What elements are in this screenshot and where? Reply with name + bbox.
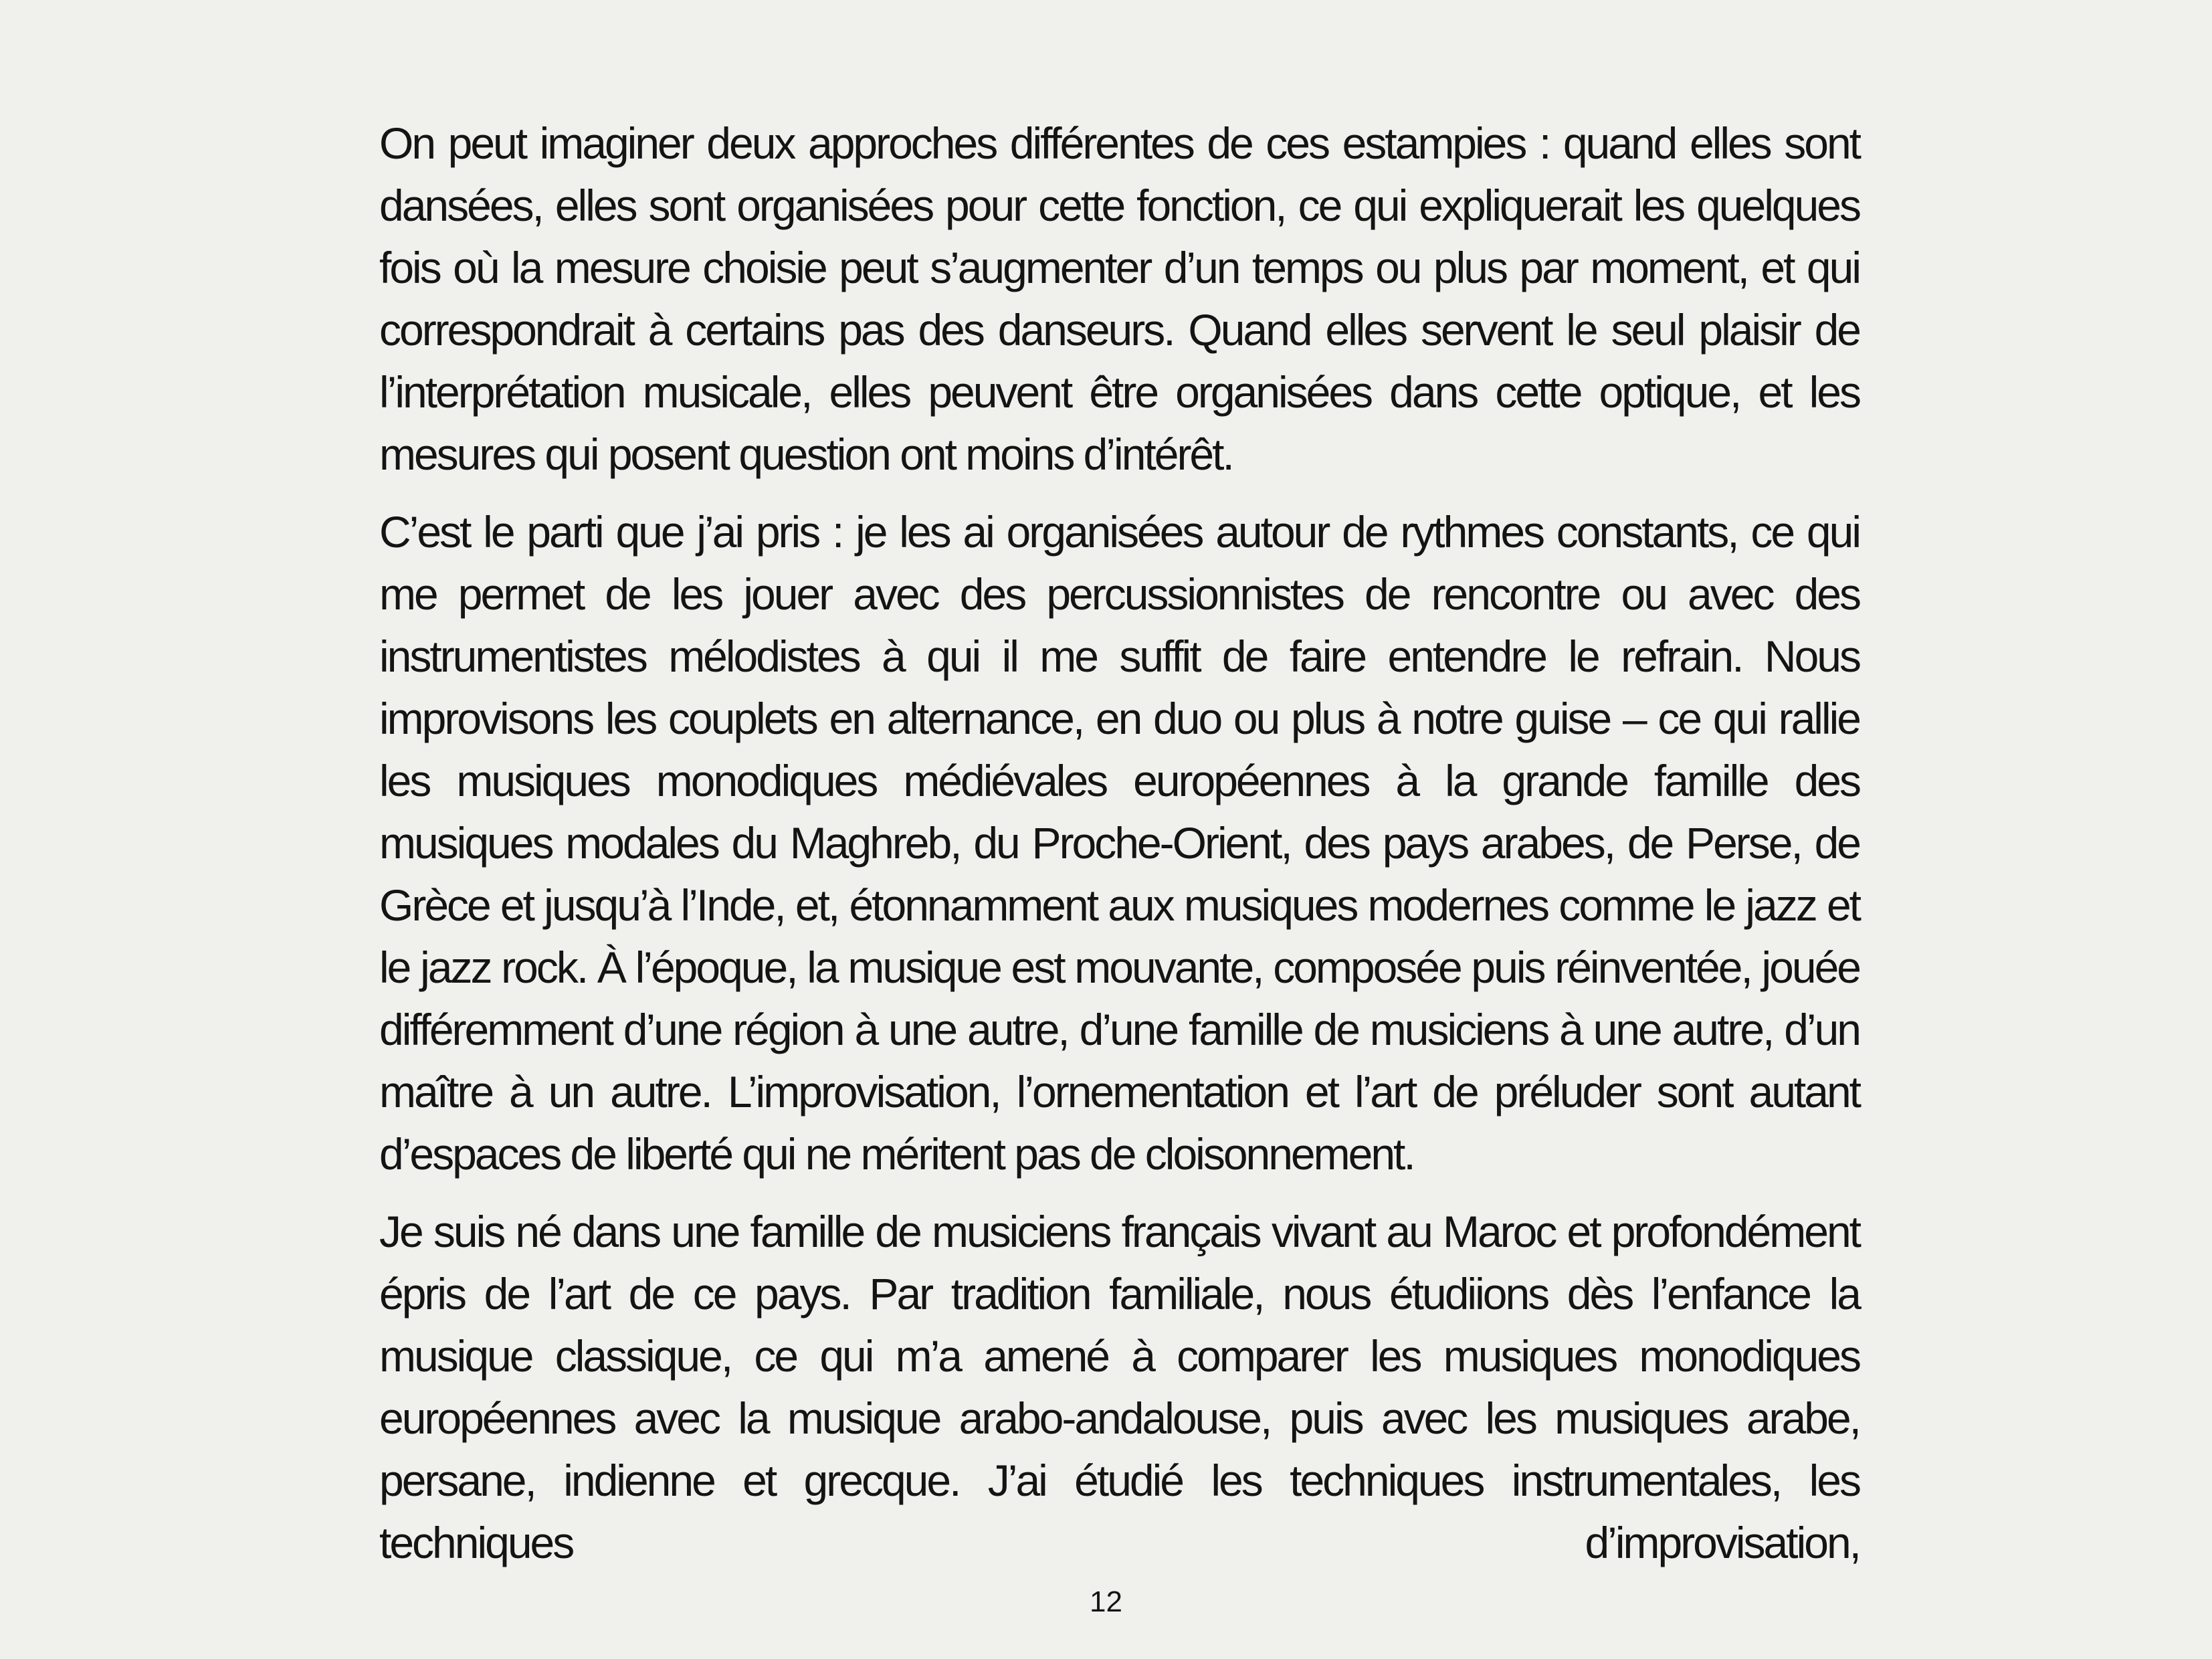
- paragraph-2: C’est le parti que j’ai pris : je les ai organisées autour de rythmes constants, ce qui me permet de les jouer avec des percussionnistes de rencontre ou avec des instrumentistes mélodistes à qui il me suffit de faire entendre le refrain. Nous improvisons les couplets en alternance, en duo ou plus à notre guise – ce qui rallie les musiques monodiques médiévales européennes à la grande famille des musiques modales du Maghreb, du Proche-Orient, des pays arabes, de Perse, de Grèce et jusqu’à l’Inde, et, étonnamment aux musiques modernes comme le jazz et le jazz rock. À l’époque, la musique est mouvante, composée puis réinventée, jouée différemment d’une région à une autre, d’une famille de musiciens à une autre, d’un maître à un autre. L’improvisation, l’ornementation et l’art de préluder sont autant d’espaces de liberté qui ne méritent pas de cloisonnement.: [379, 507, 1859, 1179]
- paragraph-1: On peut imaginer deux approches différentes de ces estampies : quand elles sont dansées, elles sont organisées pour cette fonction, ce qui expliquerait les quelques fois où la mesure choisie peut s’augmenter d’un temps ou plus par moment, et qui correspondrait à certains pas des danseurs. Quand elles servent le seul plaisir de l’interprétation musicale, elles peuvent être organisées dans cette optique, et les mesures qui posent question ont moins d’intérêt.: [379, 118, 1859, 479]
- paragraph-3: Je suis né dans une famille de musiciens français vivant au Maroc et profondément épris de l’art de ce pays. Par tradition familiale, nous étudiions dès l’enfance la musique classique, ce qui m’a amené à comparer les musiques monodiques européennes avec la musique arabo-andalouse, puis avec les musiques arabe, persane, indienne et grecque. J’ai étudié les techniques instrumentales, les techniques d’improvisation,: [379, 1207, 1859, 1567]
- page-number: 12: [1090, 1585, 1122, 1618]
- body-text: [379, 112, 1859, 1589]
